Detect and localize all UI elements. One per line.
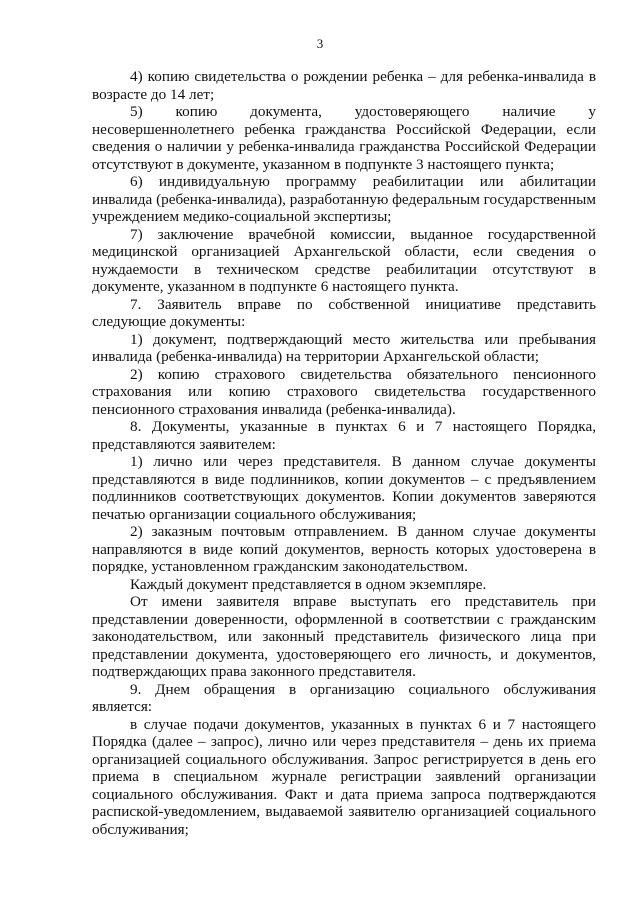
document-body <box>92 68 596 838</box>
paragraph-item-6: 6) индивидуальную программу реабилитации или абилитации инвалида (ребенка-инвалида), разработанную федеральным государственным учреждением медико-социальной экспертизы; <box>92 173 596 225</box>
paragraph-section-8: 8. Документы, указанные в пунктах 6 и 7 настоящего Порядка, представляются заявителем: <box>92 418 596 453</box>
paragraph-section-7-item-1: 1) документ, подтверждающий место жительства или пребывания инвалида (ребенка-инвалида) на территории Архангельской области; <box>92 330 596 365</box>
paragraph-item-4: 4) копию свидетельства о рождении ребенка – для ребенка-инвалида в возрасте до 14 лет; <box>92 68 596 103</box>
paragraph-item-5: 5) копию документа, удостоверяющего наличие у несовершеннолетнего ребенка гражданства Российской Федерации, если сведения о наличии у ребенка-инвалида гражданства Российской Федерации отсутствуют в документе, указанном в подпункте 3 настоящего пункта; <box>92 103 596 173</box>
page-number: 3 <box>316 36 324 51</box>
paragraph-item-7: 7) заключение врачебной комиссии, выданное государственной медицинской организацией Архангельской области, если сведения о нуждаемости в техническом средстве реабилитации отсутствуют в документе, указанном в подпункте 6 настоящего пункта. <box>92 225 596 295</box>
paragraph-section-7: 7. Заявитель вправе по собственной инициативе представить следующие документы: <box>92 295 596 330</box>
paragraph-section-8-item-2: 2) заказным почтовым отправлением. В данном случае документы направляются в виде копий документов, верность которых удостоверена в порядке, установленном гражданским законодательством. <box>92 523 596 575</box>
paragraph-section-9: 9. Днем обращения в организацию социального обслуживания является: <box>92 680 596 715</box>
paragraph-representative: От имени заявителя вправе выступать его представитель при представлении доверенности, оформленной в соответствии с гражданским законодательством, или законный представитель физического лица при представлении документа, удостоверяющего его личность, и документов, подтверждающих права законного представителя. <box>92 593 596 680</box>
paragraph-section-8-item-1: 1) лично или через представителя. В данном случае документы представляются в виде подлинников, копии документов – с предъявлением подлинников соответствующих документов. Копии документов заверяются печатью организации социального обслуживания; <box>92 453 596 523</box>
paragraph-section-9-detail: в случае подачи документов, указанных в пунктах 6 и 7 настоящего Порядка (далее – запрос), лично или через представителя – день их приема организацией социального обслуживания. Запрос регистрируется в день его приема в специальном журнале регистрации заявлений организации социального обслуживания. Факт и дата приема запроса подтверждаются распиской-уведомлением, выдаваемой заявителю организацией социального обслуживания; <box>92 715 596 838</box>
paragraph-section-7-item-2: 2) копию страхового свидетельства обязательного пенсионного страхования или копию страхового свидетельства государственного пенсионного страхования инвалида (ребенка-инвалида). <box>92 365 596 418</box>
paragraph-single-copy: Каждый документ представляется в одном экземпляре. <box>130 575 487 593</box>
